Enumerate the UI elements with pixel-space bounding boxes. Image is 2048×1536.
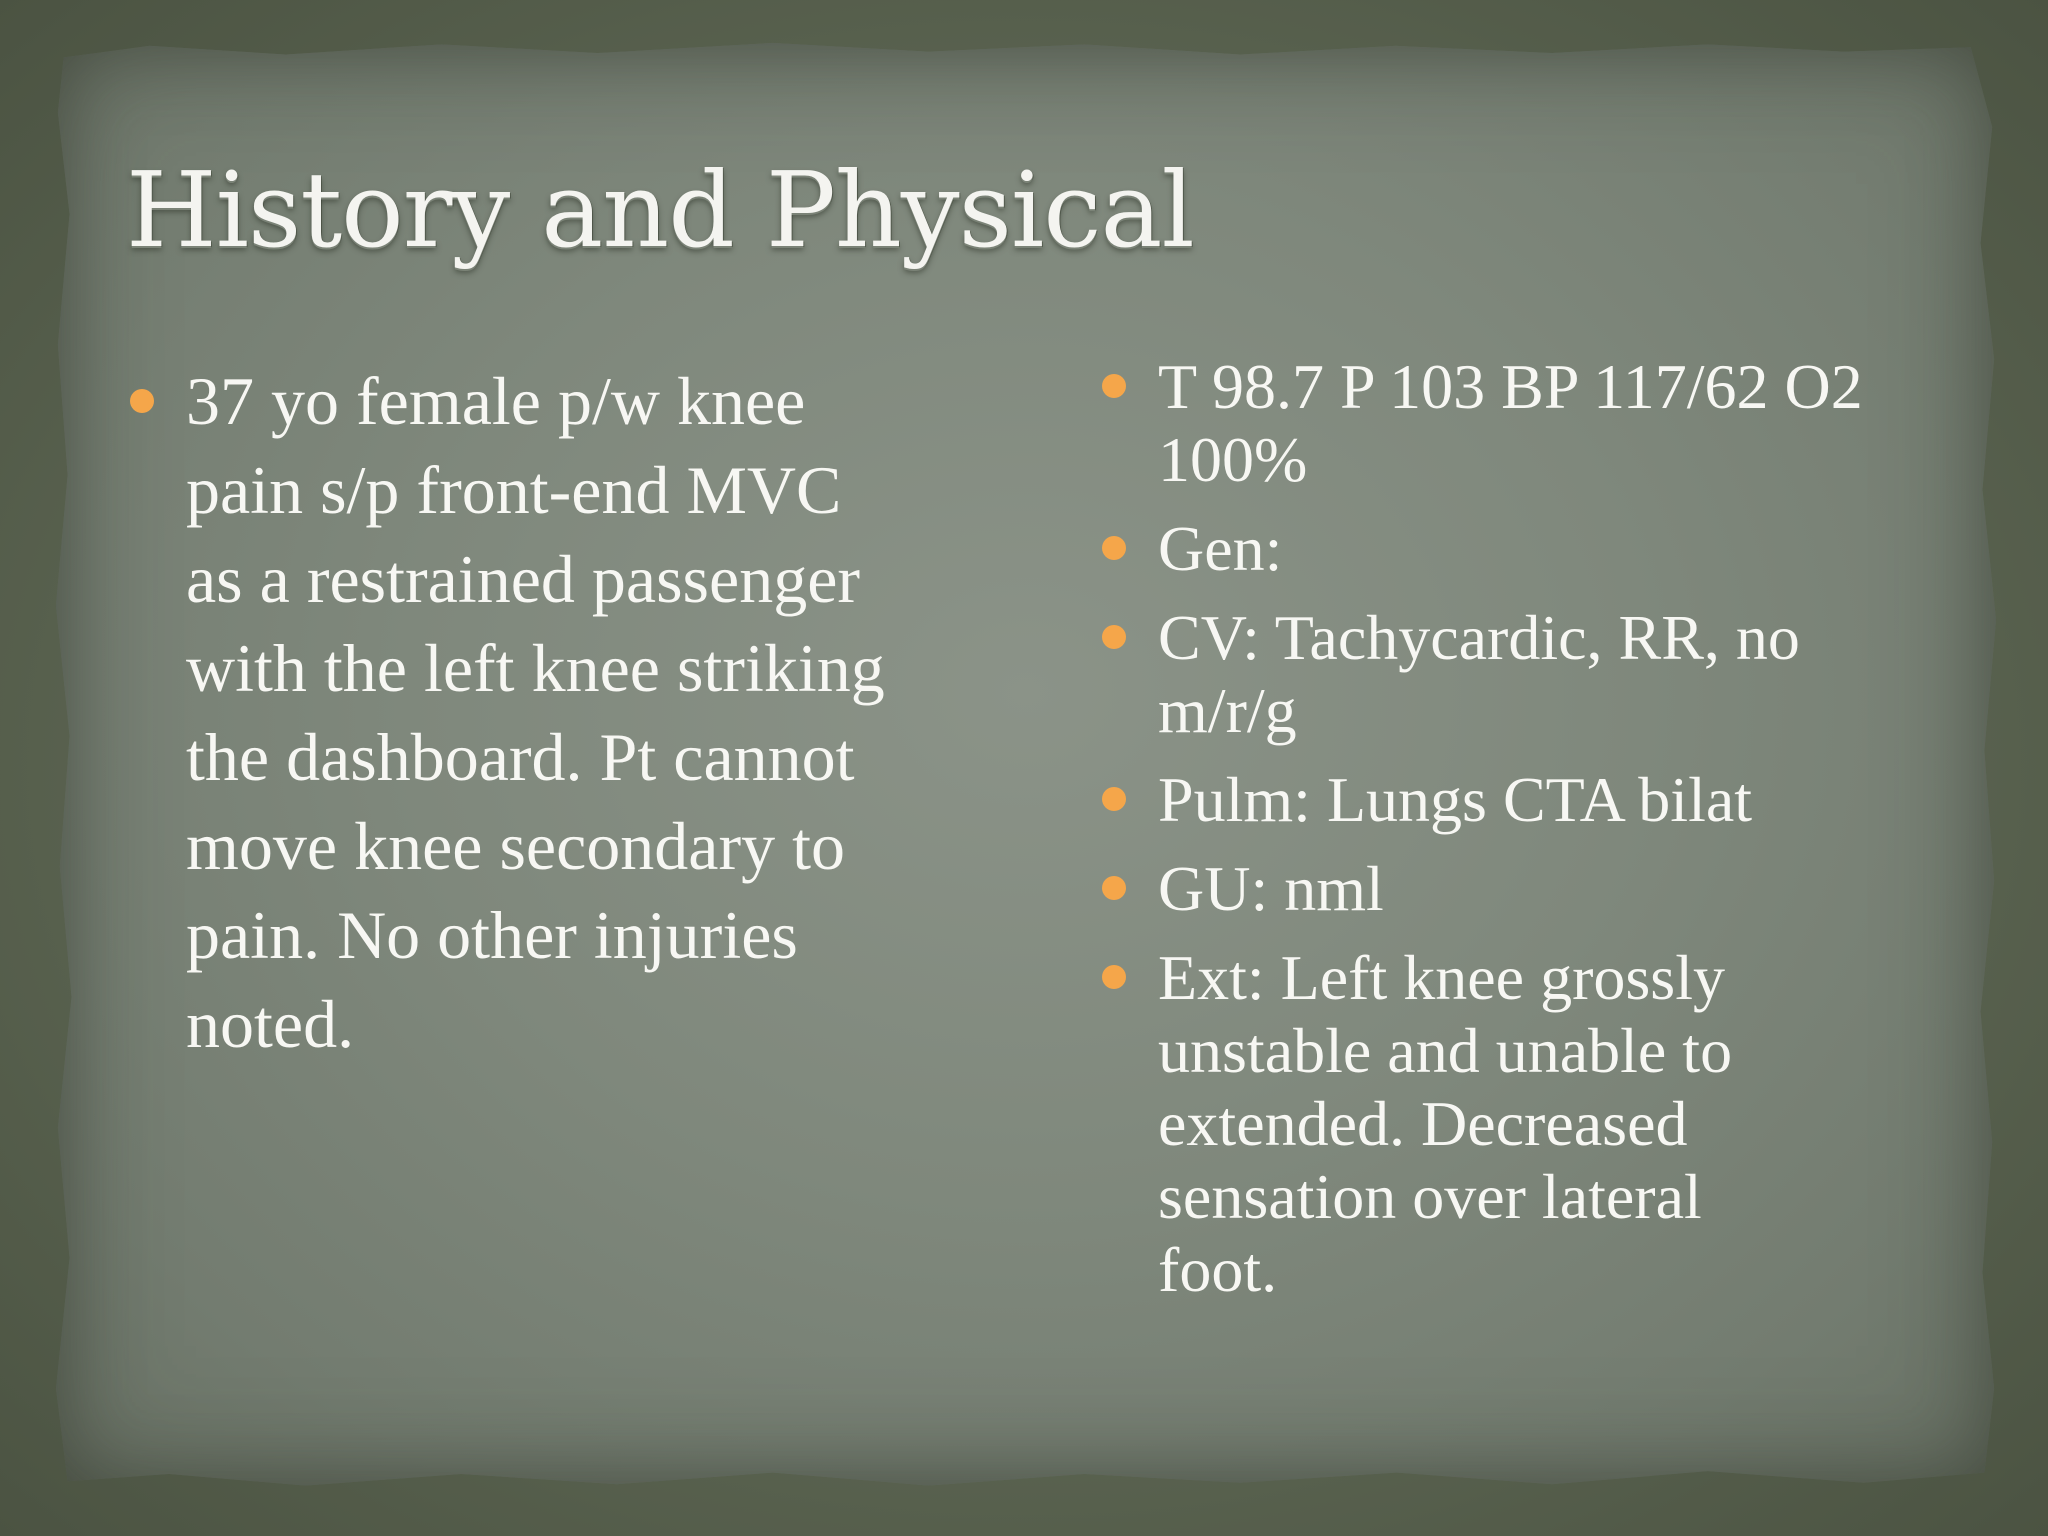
history-text: 37 yo female p/w knee pain s/p front-end MVC as a restrained passenger with the left knee striking the dashboard. Pt cannot move knee secondary to pain. No other injuries noted. xyxy=(186,363,885,1062)
list-item xyxy=(1098,350,1938,496)
genitourinary-text: GU: nml xyxy=(1158,853,1384,924)
list-item xyxy=(1098,763,1938,836)
bullet-dot-icon xyxy=(1102,876,1126,900)
list-item xyxy=(1098,601,1938,747)
bullet-dot-icon xyxy=(1102,965,1126,989)
bullet-dot-icon xyxy=(1102,787,1126,811)
list-item xyxy=(1098,852,1938,925)
vitals-text: T 98.7 P 103 BP 117/62 O2 100% xyxy=(1158,351,1863,495)
left-column xyxy=(126,357,1026,1069)
list-item xyxy=(1098,512,1938,585)
bullet-dot-icon xyxy=(1102,536,1126,560)
list-item xyxy=(126,357,1026,1069)
list-item xyxy=(1098,941,1938,1306)
bullet-dot-icon xyxy=(1102,374,1126,398)
left-bullet-list xyxy=(126,357,1026,1069)
extremities-text: Ext: Left knee grossly unstable and unable to extended. Decreased sensation over lateral foot. xyxy=(1158,942,1733,1305)
bullet-dot-icon xyxy=(1102,625,1126,649)
right-bullet-list xyxy=(1098,350,1938,1306)
right-column xyxy=(1098,350,1938,1322)
cardiovascular-text: CV: Tachycardic, RR, no m/r/g xyxy=(1158,602,1800,746)
general-text: Gen: xyxy=(1158,513,1283,584)
bullet-dot-icon xyxy=(130,389,154,413)
slide-title: History and Physical xyxy=(126,149,1194,271)
pulmonary-text: Pulm: Lungs CTA bilat xyxy=(1158,764,1753,835)
